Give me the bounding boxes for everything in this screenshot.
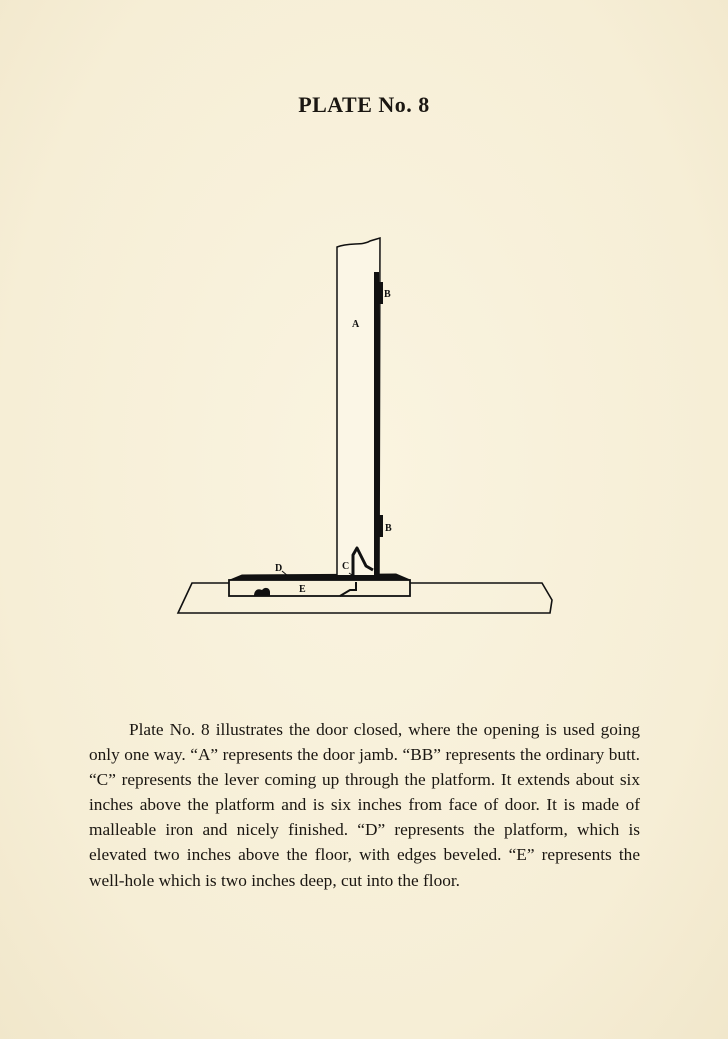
butt-top (378, 282, 383, 304)
label-d: D (275, 563, 283, 574)
label-b-bottom: B (385, 523, 392, 534)
label-a: A (352, 319, 360, 330)
label-e: E (299, 584, 306, 595)
butt-bottom (378, 515, 383, 537)
door-jamb (337, 238, 380, 575)
plate-description: Plate No. 8 illustrates the door closed, where the opening is used going only one way. “A” represents the door jamb. “BB” represents the ordinary butt. “C” represents the lever coming up through the platform. It extends about six inches above the platform and is six inches from face of door. It is made of malleable iron and nicely finished. “D” represents the platform, which is elevated two inches above the floor, with edges beveled. “E” represents the well-hole which is two inches deep, cut into the floor. (89, 720, 640, 890)
platform (230, 574, 410, 580)
label-b-top: B (384, 289, 391, 300)
plate-diagram (170, 230, 560, 625)
label-c: C (342, 561, 350, 572)
plate-title: PLATE No. 8 (298, 92, 430, 117)
door-diagram (170, 230, 560, 625)
